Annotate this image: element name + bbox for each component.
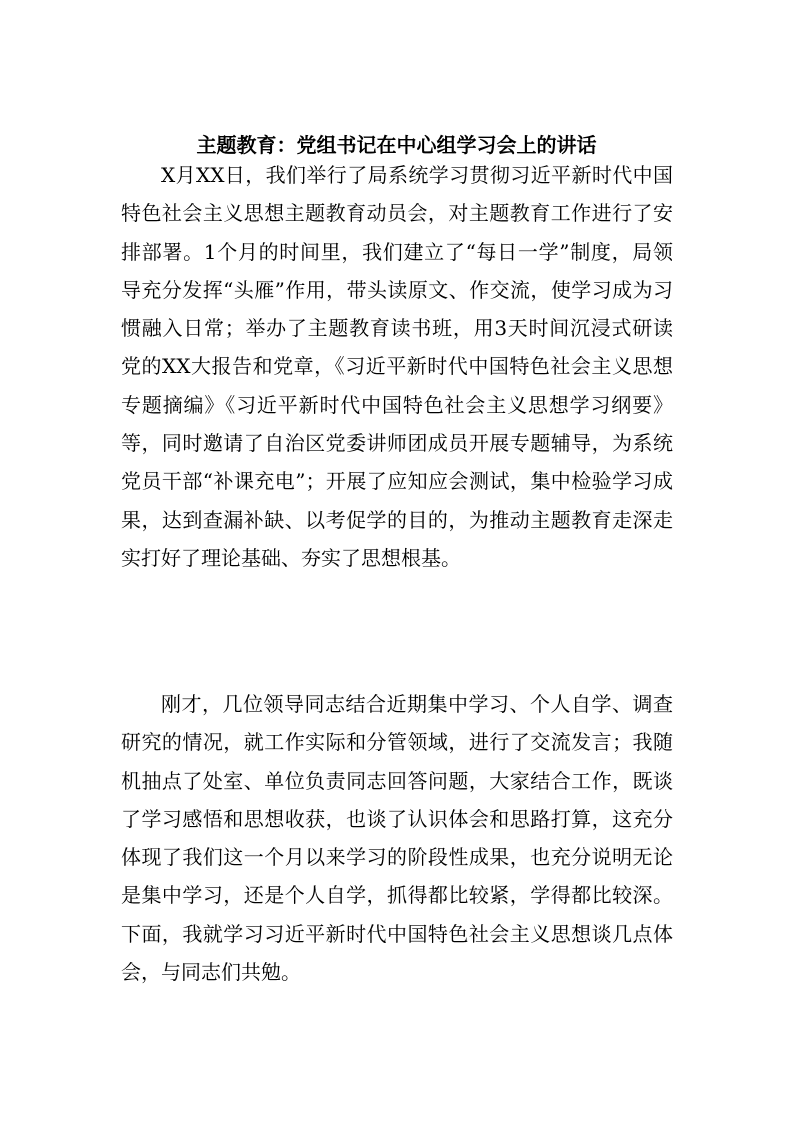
paragraph-2: 刚才，几位领导同志结合近期集中学习、个人自学、调查研究的情况，就工作实际和分管领域，进行了交流发言；我随机抽点了处室、单位负责同志回答问题，大家结合工作，既谈了学习感悟和思想收获，也谈了认识体会和思路打算，这充分体现了我们这一个月以来学习的阶段性成果，也充分说明无论是集中学习，还是个人自学，抓得都比较紧，学得都比较深。下面，我就学习习近平新时代中国特色社会主义思想谈几点体会，与同志们共勉。 bbox=[121, 692, 673, 985]
document-title: 主题教育：党组书记在中心组学习会上的讲话 bbox=[196, 133, 597, 157]
paragraph-1: X月XX日，我们举行了局系统学习贯彻习近平新时代中国特色社会主义思想主题教育动员会，对主题教育工作进行了安排部署。1个月的时间里，我们建立了“每日一学”制度，局领导充分发挥“头雁”作用，带头读原文、作交流，使学习成为习惯融入日常；举办了主题教育读书班，用3天时间沉浸式研读党的XX大报告和党章，《习近平新时代中国特色社会主义思想专题摘编》《习近平新时代中国特色社会主义思想学习纲要》等，同时邀请了自治区党委讲师团成员开展专题辅导，为系统党员干部“补课充电”；开展了应知应会测试，集中检验学习成果，达到查漏补缺、以考促学的目的，为推动主题教育走深走实打好了理论基础、夯实了思想根基。 bbox=[121, 163, 673, 570]
